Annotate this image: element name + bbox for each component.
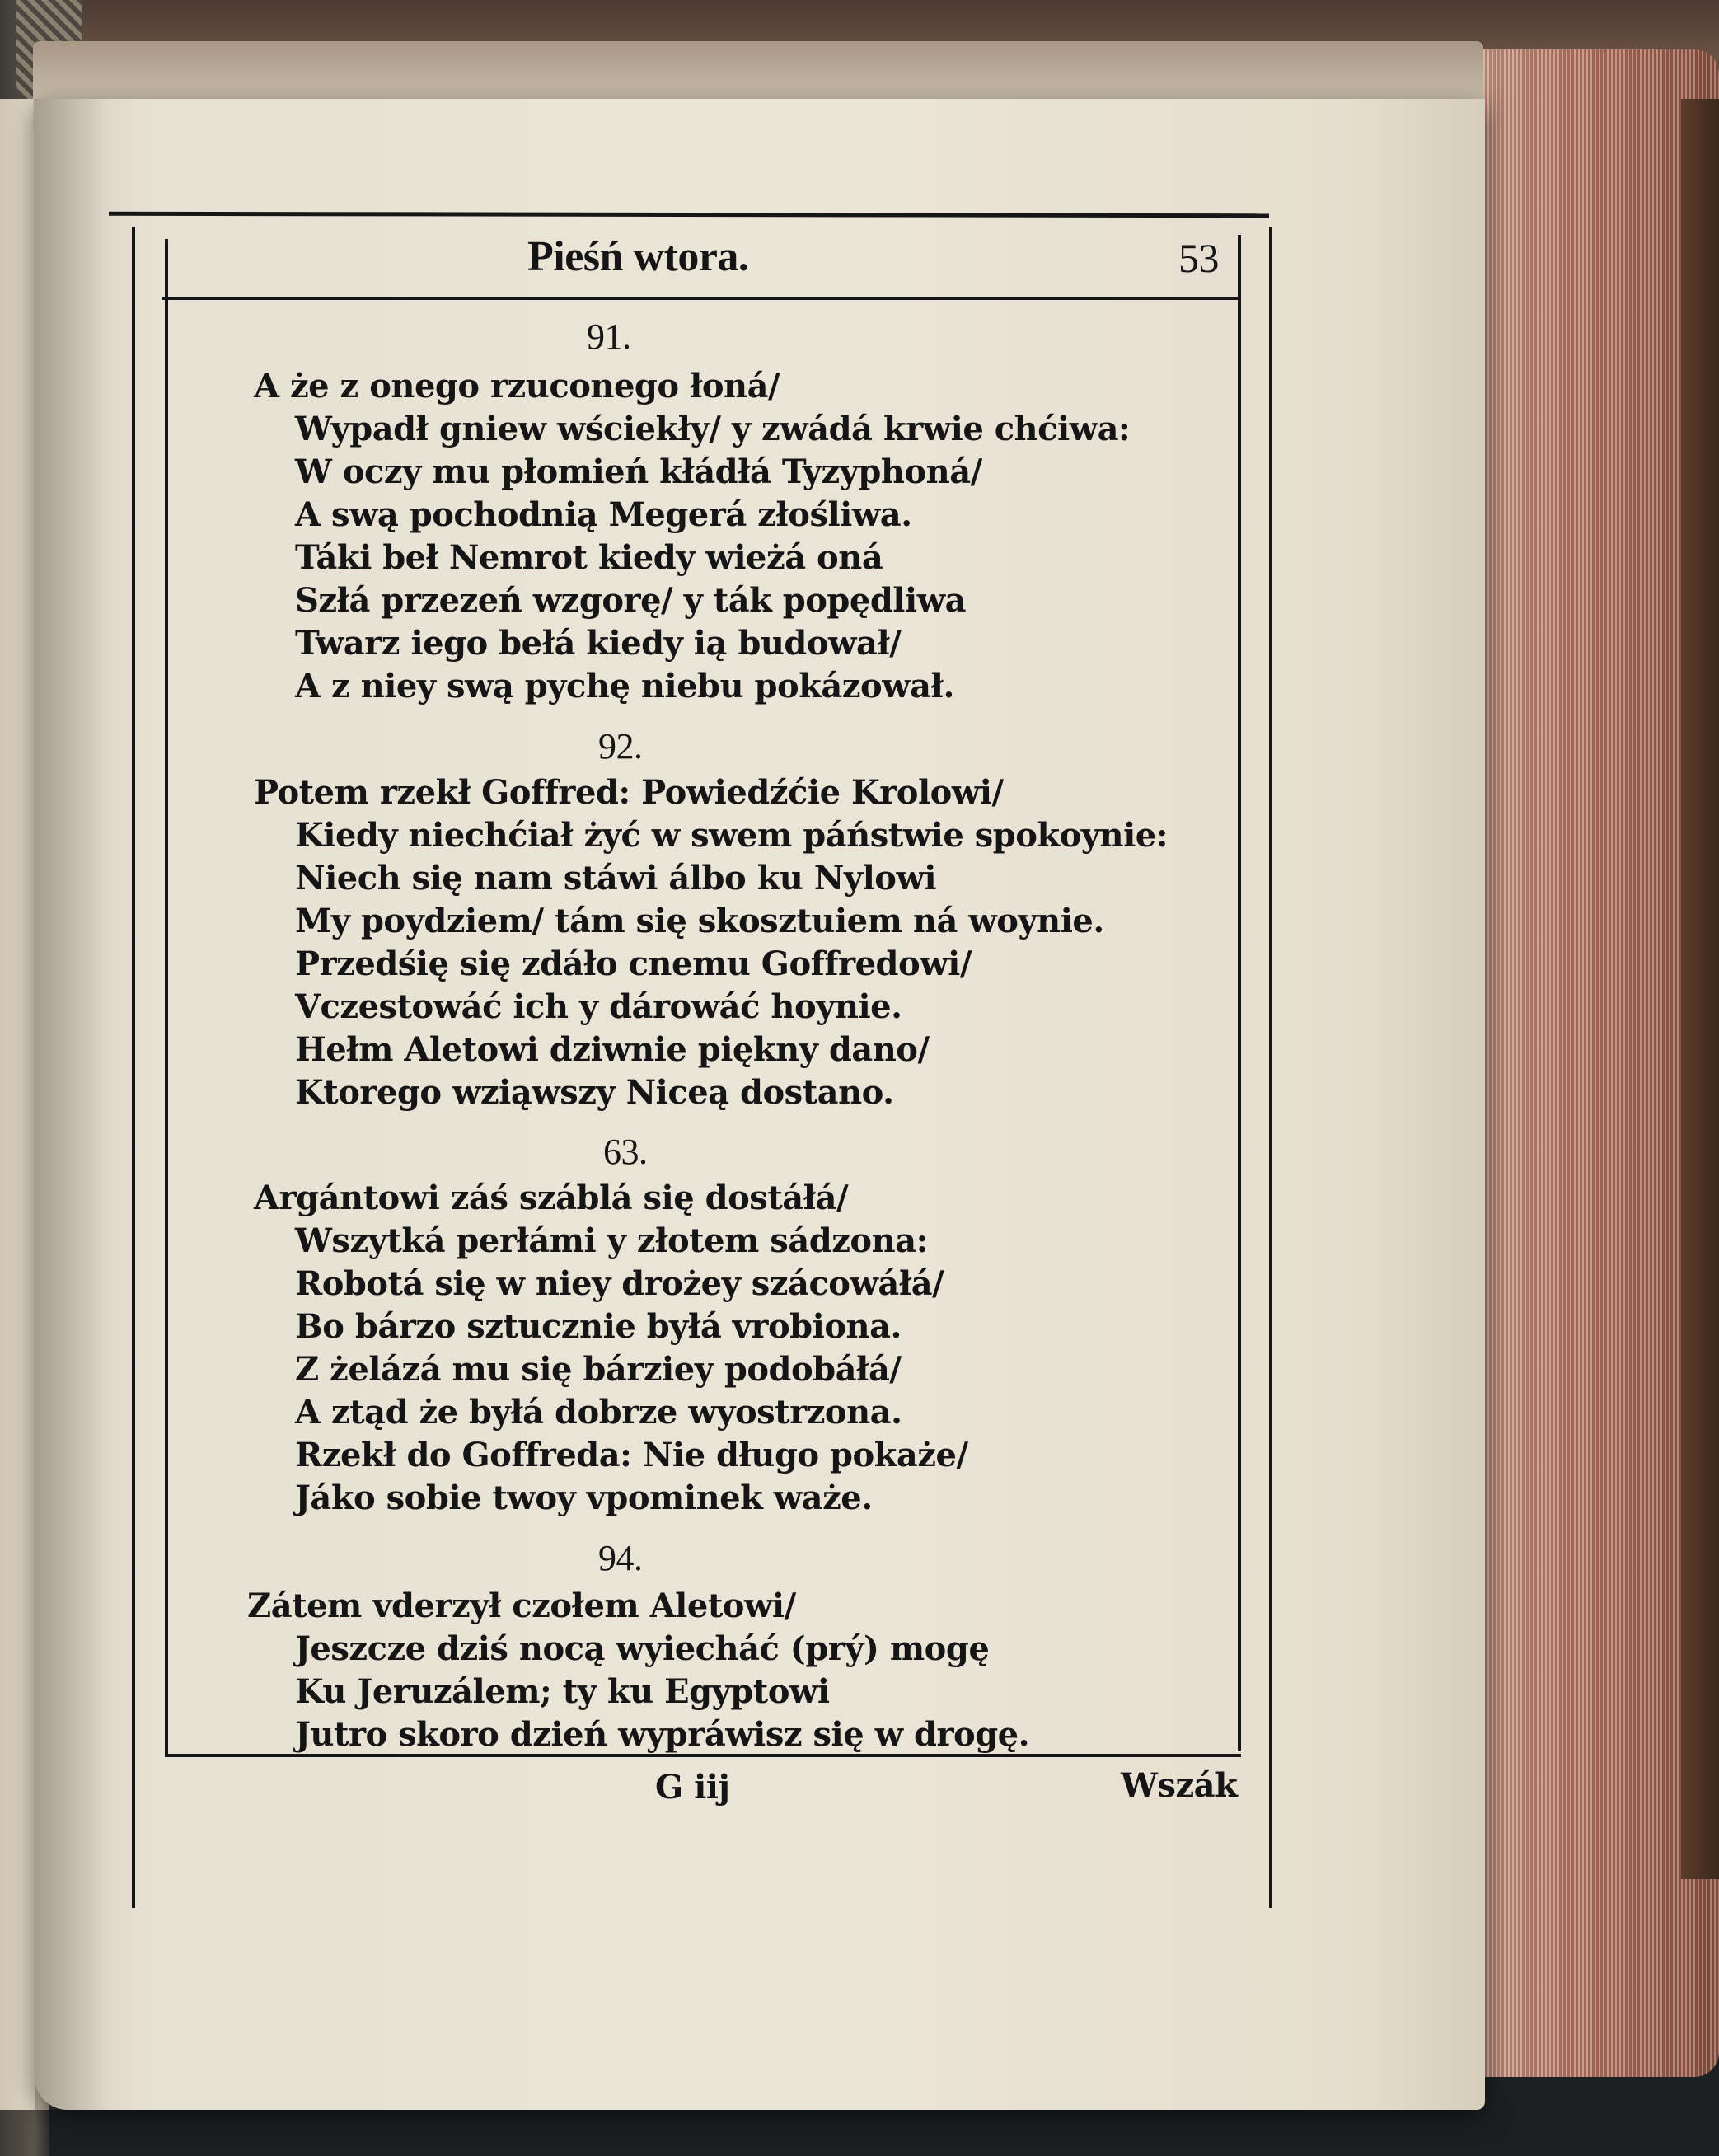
verse-line: Szłá przezeń wzgorę/ y ták popędliwa	[295, 581, 967, 620]
verse-line: Jáko sobie twoy vpominek waże.	[295, 1479, 873, 1517]
verse-line: Niech się nam stáwi álbo ku Nylowi	[295, 859, 937, 898]
page-fore-edge	[1459, 49, 1719, 2077]
frame-rule-bottom	[165, 1754, 1241, 1757]
stanza-number: 92.	[598, 726, 643, 766]
verse-line: A swą pochodnią Megerá złośliwa.	[295, 495, 912, 534]
verse-line: Zátem vderzył czołem Aletowi/	[247, 1587, 796, 1625]
stanza-number: 91.	[587, 316, 631, 357]
running-head: Pieśń wtora.	[527, 233, 749, 280]
gutter-shadow	[35, 99, 109, 2110]
frame-rule-right-inner	[1238, 235, 1241, 1751]
verse-line: Bo bárzo sztucznie byłá vrobiona.	[295, 1307, 902, 1346]
stanza-number: 63.	[603, 1132, 648, 1172]
verse-line: Robotá się w niey drożey szácowáłá/	[295, 1264, 944, 1303]
verse-line: Argántowi záś száblá się dostáłá/	[254, 1179, 849, 1217]
verse-line: A ztąd że byłá dobrze wyostrzona.	[295, 1393, 902, 1432]
verse-line: Vczestowáć ich y dárowáć hoynie.	[295, 987, 902, 1026]
book-board-right	[1681, 99, 1719, 1879]
verse-line: Ku Jeruzálem; ty ku Egyptowi	[295, 1672, 830, 1711]
verse-line: W oczy mu płomień kłádłá Tyzyphoná/	[295, 452, 982, 491]
signature-mark: G iij	[655, 1768, 730, 1807]
verse-line: Wypadł gniew wściekły/ y zwádá krwie chćiwa:	[295, 410, 1131, 448]
verse-line: Jeszcze dziś nocą wyiecháć (prý) mogę	[295, 1629, 990, 1668]
verse-line: Jutro skoro dzień wypráwisz się w drogę.	[295, 1715, 1030, 1754]
frame-rule-left-inner	[165, 239, 168, 1755]
verse-line: Hełm Aletowi dziwnie piękny dano/	[295, 1030, 930, 1069]
verse-line: Ktorego wziąwszy Niceą dostano.	[295, 1073, 894, 1112]
verse-line: A z niey swą pychę niebu pokázował.	[295, 667, 954, 705]
verse-line: Kiedy niechćiał żyć w swem páństwie spokoynie:	[295, 816, 1169, 855]
page-number: 53	[1178, 235, 1219, 281]
verse-line: Potem rzekł Goffred: Powiedźćie Krolowi/	[254, 773, 1004, 812]
verse-line: Wszytká perłámi y złotem sádzona:	[295, 1221, 928, 1260]
catchword: Wszák	[1121, 1766, 1238, 1805]
stanza-number: 94.	[598, 1538, 643, 1578]
verse-line: Z żelázá mu się bárziey podobáłá/	[295, 1350, 902, 1389]
frame-rule-right-outer	[1269, 227, 1272, 1908]
frame-rule-under-header	[162, 297, 1241, 300]
verse-line: Przedśię się zdáło cnemu Goffredowi/	[295, 944, 972, 983]
verse-line: Táki beł Nemrot kiedy wieżá oná	[295, 538, 883, 577]
verse-line: Twarz iego bełá kiedy ią budował/	[295, 624, 902, 663]
verse-line: My poydziem/ tám się skosztuiem ná woynie.	[295, 902, 1104, 940]
frame-rule-left-outer	[132, 227, 135, 1908]
verse-line: A że z onego rzuconego łoná/	[254, 367, 780, 405]
verse-line: Rzekł do Goffreda: Nie długo pokaże/	[295, 1436, 968, 1474]
